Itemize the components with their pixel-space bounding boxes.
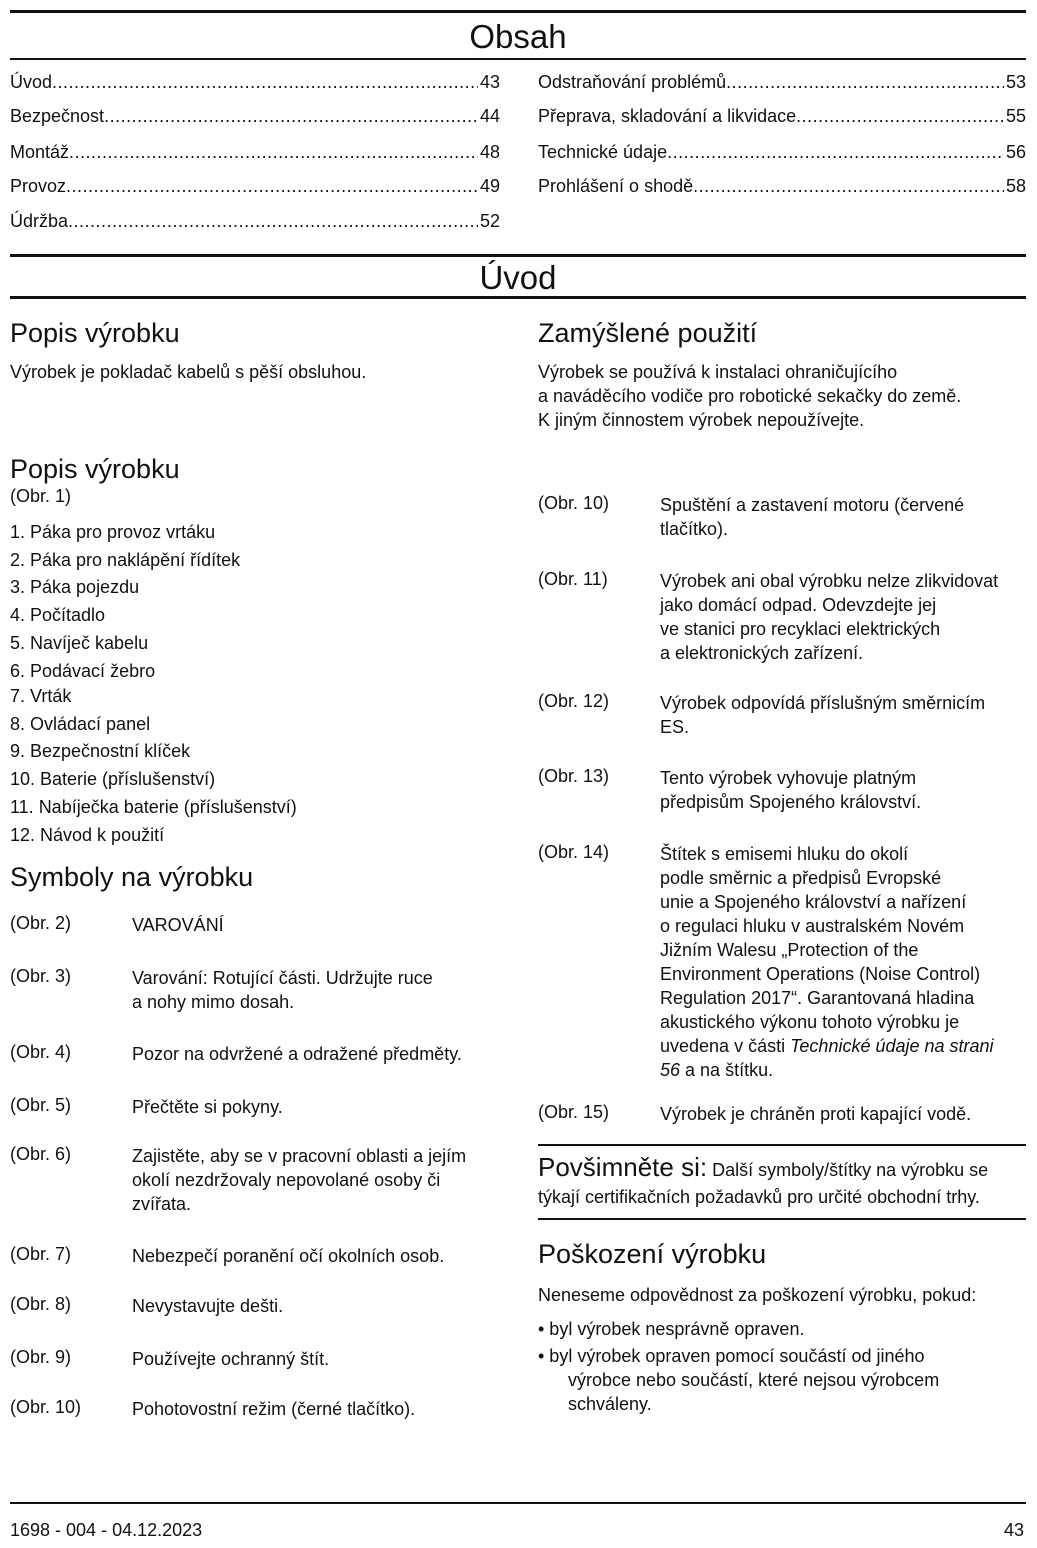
symbol-description-line: Jižním Walesu „Protection of the [660, 940, 919, 960]
list-item: 3. Páka pojezdu [10, 577, 140, 597]
toc-entry-page: 58 [1005, 176, 1026, 196]
symbol-description [660, 691, 985, 739]
toc-leader-dots [52, 70, 478, 94]
list-item: 1. Páka pro provoz vrtáku [10, 522, 216, 542]
list-item: 5. Navíječ kabelu [10, 633, 149, 653]
list-item: 7. Vrták [10, 686, 72, 706]
symbol-description-line: podle směrnic a předpisů Evropské [660, 868, 942, 888]
tail-text: uvedena v části [660, 1036, 791, 1056]
symbol-description-line: a nohy mimo dosah. [132, 992, 295, 1012]
note-bottom-rule [538, 1218, 1026, 1220]
toc-entry-page: 48 [479, 142, 500, 162]
toc-entry-page: 56 [1005, 142, 1026, 162]
symbol-figure-ref: (Obr. 6) [10, 1144, 72, 1164]
list-item: 2. Páka pro naklápění řídítek [10, 550, 241, 570]
toc-entry-label: Montáž [10, 142, 70, 162]
toc-entry-page: 53 [1005, 72, 1026, 92]
symbol-figure-ref: (Obr. 5) [10, 1095, 72, 1115]
toc-entry-page: 43 [479, 72, 500, 92]
symbol-description-line: ve stanici pro recyklaci elektrických [660, 619, 941, 639]
top-rule [10, 10, 1026, 13]
toc-leader-dots [69, 140, 478, 164]
note [538, 1152, 988, 1185]
symbol-description-line: a elektronických zařízení. [660, 643, 864, 663]
symbol-description-line: Nevystavujte dešti. [132, 1296, 284, 1316]
list-item: 11. Nabíječka baterie (příslušenství) [10, 797, 297, 817]
toc-entry-label: Provoz [10, 176, 67, 196]
intro-bottom-rule [10, 296, 1026, 299]
symbol-description-line: Varování: Rotující části. Udržujte ruce [132, 968, 433, 988]
symbol-description-line: Výrobek ani obal výrobku nelze zlikvidovat [660, 571, 999, 591]
page-link[interactable]: 56 [660, 1060, 681, 1080]
intended-use-line: K jiným činnostem výrobek nepoužívejte. [538, 410, 865, 430]
note-top-rule [538, 1144, 1026, 1146]
toc-entry-label: Technické údaje [538, 142, 668, 162]
footer-rule [10, 1502, 1026, 1504]
symbol-figure-ref: (Obr. 2) [10, 913, 72, 933]
list-item: 8. Ovládací panel [10, 714, 151, 734]
symbol-figure-ref: (Obr. 4) [10, 1042, 72, 1062]
symbol-figure-ref: (Obr. 10) [10, 1397, 82, 1417]
toc-entry-label: Prohlášení o shodě [538, 176, 694, 196]
symbol-description-line: ES. [660, 717, 690, 737]
symbol-figure-ref: (Obr. 10) [538, 493, 610, 513]
damage-intro: Neneseme odpovědnost za poškození výrobku, pokud: [538, 1285, 977, 1305]
intro-title: Úvod [479, 259, 557, 296]
symbol-description [132, 966, 433, 1014]
product-desc-heading: Popis výrobku [10, 318, 180, 348]
toc-entry-label: Úvod [10, 72, 53, 92]
list-item: 10. Baterie (příslušenství) [10, 769, 216, 789]
symbol-description-line: Výrobek je chráněn proti kapající vodě. [660, 1104, 972, 1124]
symbol-description-line: Přečtěte si pokyny. [132, 1097, 283, 1117]
symbol-figure-ref: (Obr. 12) [538, 691, 610, 711]
note-label: Povšimněte si: [538, 1152, 708, 1182]
toc-entry[interactable] [10, 174, 500, 198]
intended-use-line: a naváděcího vodiče pro robotické sekačky do země. [538, 386, 962, 406]
symbol-description [660, 569, 998, 665]
product-overview-heading: Popis výrobku [10, 454, 180, 484]
toc-title-rule [10, 58, 1026, 60]
symbol-description-line: Spuštění a zastavení motoru (červené [660, 495, 965, 515]
toc-entry[interactable] [10, 140, 500, 164]
symbol-description [660, 493, 964, 541]
toc-leader-dots [726, 70, 1004, 94]
toc-entry-label: Údržba [10, 211, 69, 231]
toc-entry[interactable] [538, 140, 1026, 164]
symbol-description-line: okolí nezdržovaly nepovolané osoby či [132, 1170, 441, 1190]
toc-entry-page: 55 [1005, 106, 1026, 126]
symbol-description-line: o regulaci hluku v australském Novém [660, 916, 965, 936]
toc-entry-page: 52 [479, 211, 500, 231]
symbol-description-line: Pohotovostní režim (černé tlačítko). [132, 1399, 416, 1419]
toc-leader-dots [796, 104, 1004, 128]
symbol-description-line: Pozor na odvržené a odražené předměty. [132, 1044, 462, 1064]
intended-use-heading: Zamýšlené použití [538, 318, 758, 348]
symbol-description-line: jako domácí odpad. Odevzdejte jej [660, 595, 937, 615]
symbol-description [132, 913, 224, 937]
damage-heading: Poškození výrobku [538, 1239, 767, 1269]
symbol-description [132, 1095, 283, 1119]
symbol-description-line [660, 1058, 994, 1082]
symbol-figure-ref: (Obr. 9) [10, 1347, 72, 1367]
symbol-description [132, 1347, 329, 1371]
list-item: 12. Návod k použití [10, 825, 165, 845]
symbol-description [132, 1244, 444, 1268]
footer-page-number: 43 [1004, 1520, 1025, 1540]
symbol-description [660, 766, 921, 814]
symbol-description-line: předpisům Spojeného království. [660, 792, 922, 812]
symbol-description [132, 1042, 462, 1066]
symbol-figure-ref: (Obr. 7) [10, 1244, 72, 1264]
symbol-description [132, 1294, 283, 1318]
symbol-description-line: VAROVÁNÍ [132, 915, 224, 935]
symbol-description-line: Štítek s emisemi hluku do okolí [660, 844, 909, 864]
damage-bullet-line: • byl výrobek opraven pomocí součástí od jiného [538, 1346, 925, 1366]
symbol-figure-ref: (Obr. 13) [538, 766, 610, 786]
note-text: Další symboly/štítky na výrobku se [707, 1160, 989, 1180]
list-item: 4. Počítadlo [10, 605, 106, 625]
figure-ref: (Obr. 1) [10, 486, 72, 506]
symbol-description-line [660, 1034, 994, 1058]
toc-entry[interactable] [538, 104, 1026, 128]
symbol-description [132, 1397, 415, 1421]
symbol-description-line: unie a Spojeného království a nařízení [660, 892, 967, 912]
intended-use-text [538, 360, 961, 432]
toc-leader-dots [66, 174, 478, 198]
toc-leader-dots [693, 174, 1004, 198]
symbol-figure-ref: (Obr. 15) [538, 1102, 610, 1122]
toc-leader-dots [68, 209, 478, 233]
symbol-description [132, 1144, 466, 1216]
symbol-figure-ref: (Obr. 8) [10, 1294, 72, 1314]
toc-entry[interactable] [538, 174, 1026, 198]
footer-doc-id: 1698 - 004 - 04.12.2023 [10, 1520, 203, 1540]
toc-entry[interactable] [10, 104, 500, 128]
product-desc-text: Výrobek je pokladač kabelů s pěší obsluhou. [10, 362, 367, 382]
symbol-description-line: Environment Operations (Noise Control) [660, 964, 981, 984]
toc-leader-dots [104, 104, 478, 128]
toc-entry[interactable] [10, 70, 500, 94]
damage-bullet [538, 1344, 939, 1416]
symbols-heading: Symboly na výrobku [10, 862, 254, 892]
damage-bullet-line: výrobce nebo součástí, které nejsou výrobcem [568, 1370, 940, 1390]
damage-bullet-line: schváleny. [568, 1394, 652, 1414]
symbol-figure-ref: (Obr. 14) [538, 842, 610, 862]
toc-entry-page: 49 [479, 176, 500, 196]
symbol-description [660, 842, 994, 1082]
symbol-description-line: akustického výkonu tohoto výrobku je [660, 1012, 960, 1032]
page-link[interactable]: Technické údaje na strani [790, 1036, 994, 1056]
symbol-description-line: Používejte ochranný štít. [132, 1349, 330, 1369]
toc-entry-page: 44 [479, 106, 500, 126]
tail-text: a na štítku. [680, 1060, 774, 1080]
symbol-description-line: Nebezpečí poranění očí okolních osob. [132, 1246, 445, 1266]
note-text-line2: týkají certifikačních požadavků pro určité obchodní trhy. [538, 1187, 980, 1207]
toc-entry-label: Bezpečnost [10, 106, 105, 126]
list-item: 9. Bezpečnostní klíček [10, 741, 191, 761]
toc-entry[interactable] [538, 70, 1026, 94]
toc-leader-dots [667, 140, 1004, 164]
symbol-description-line: Zajistěte, aby se v pracovní oblasti a jejím [132, 1146, 467, 1166]
intended-use-line: Výrobek se používá k instalaci ohraničujícího [538, 362, 898, 382]
symbol-description-line: Regulation 2017“. Garantovaná hladina [660, 988, 975, 1008]
intro-top-rule [10, 254, 1026, 257]
symbol-description [660, 1102, 971, 1126]
symbol-description-line: Výrobek odpovídá příslušným směrnicím [660, 693, 986, 713]
toc-entry-label: Odstraňování problémů [538, 72, 727, 92]
symbol-description-line: zvířata. [132, 1194, 192, 1214]
toc-entry-label: Přeprava, skladování a likvidace [538, 106, 797, 126]
damage-bullet: • byl výrobek nesprávně opraven. [538, 1319, 805, 1339]
symbol-description-line: Tento výrobek vyhovuje platným [660, 768, 917, 788]
symbol-figure-ref: (Obr. 11) [538, 569, 608, 589]
symbol-figure-ref: (Obr. 3) [10, 966, 72, 986]
toc-title: Obsah [469, 18, 567, 55]
toc-entry[interactable] [10, 209, 500, 233]
symbol-description-line: tlačítko). [660, 519, 729, 539]
list-item: 6. Podávací žebro [10, 661, 156, 681]
